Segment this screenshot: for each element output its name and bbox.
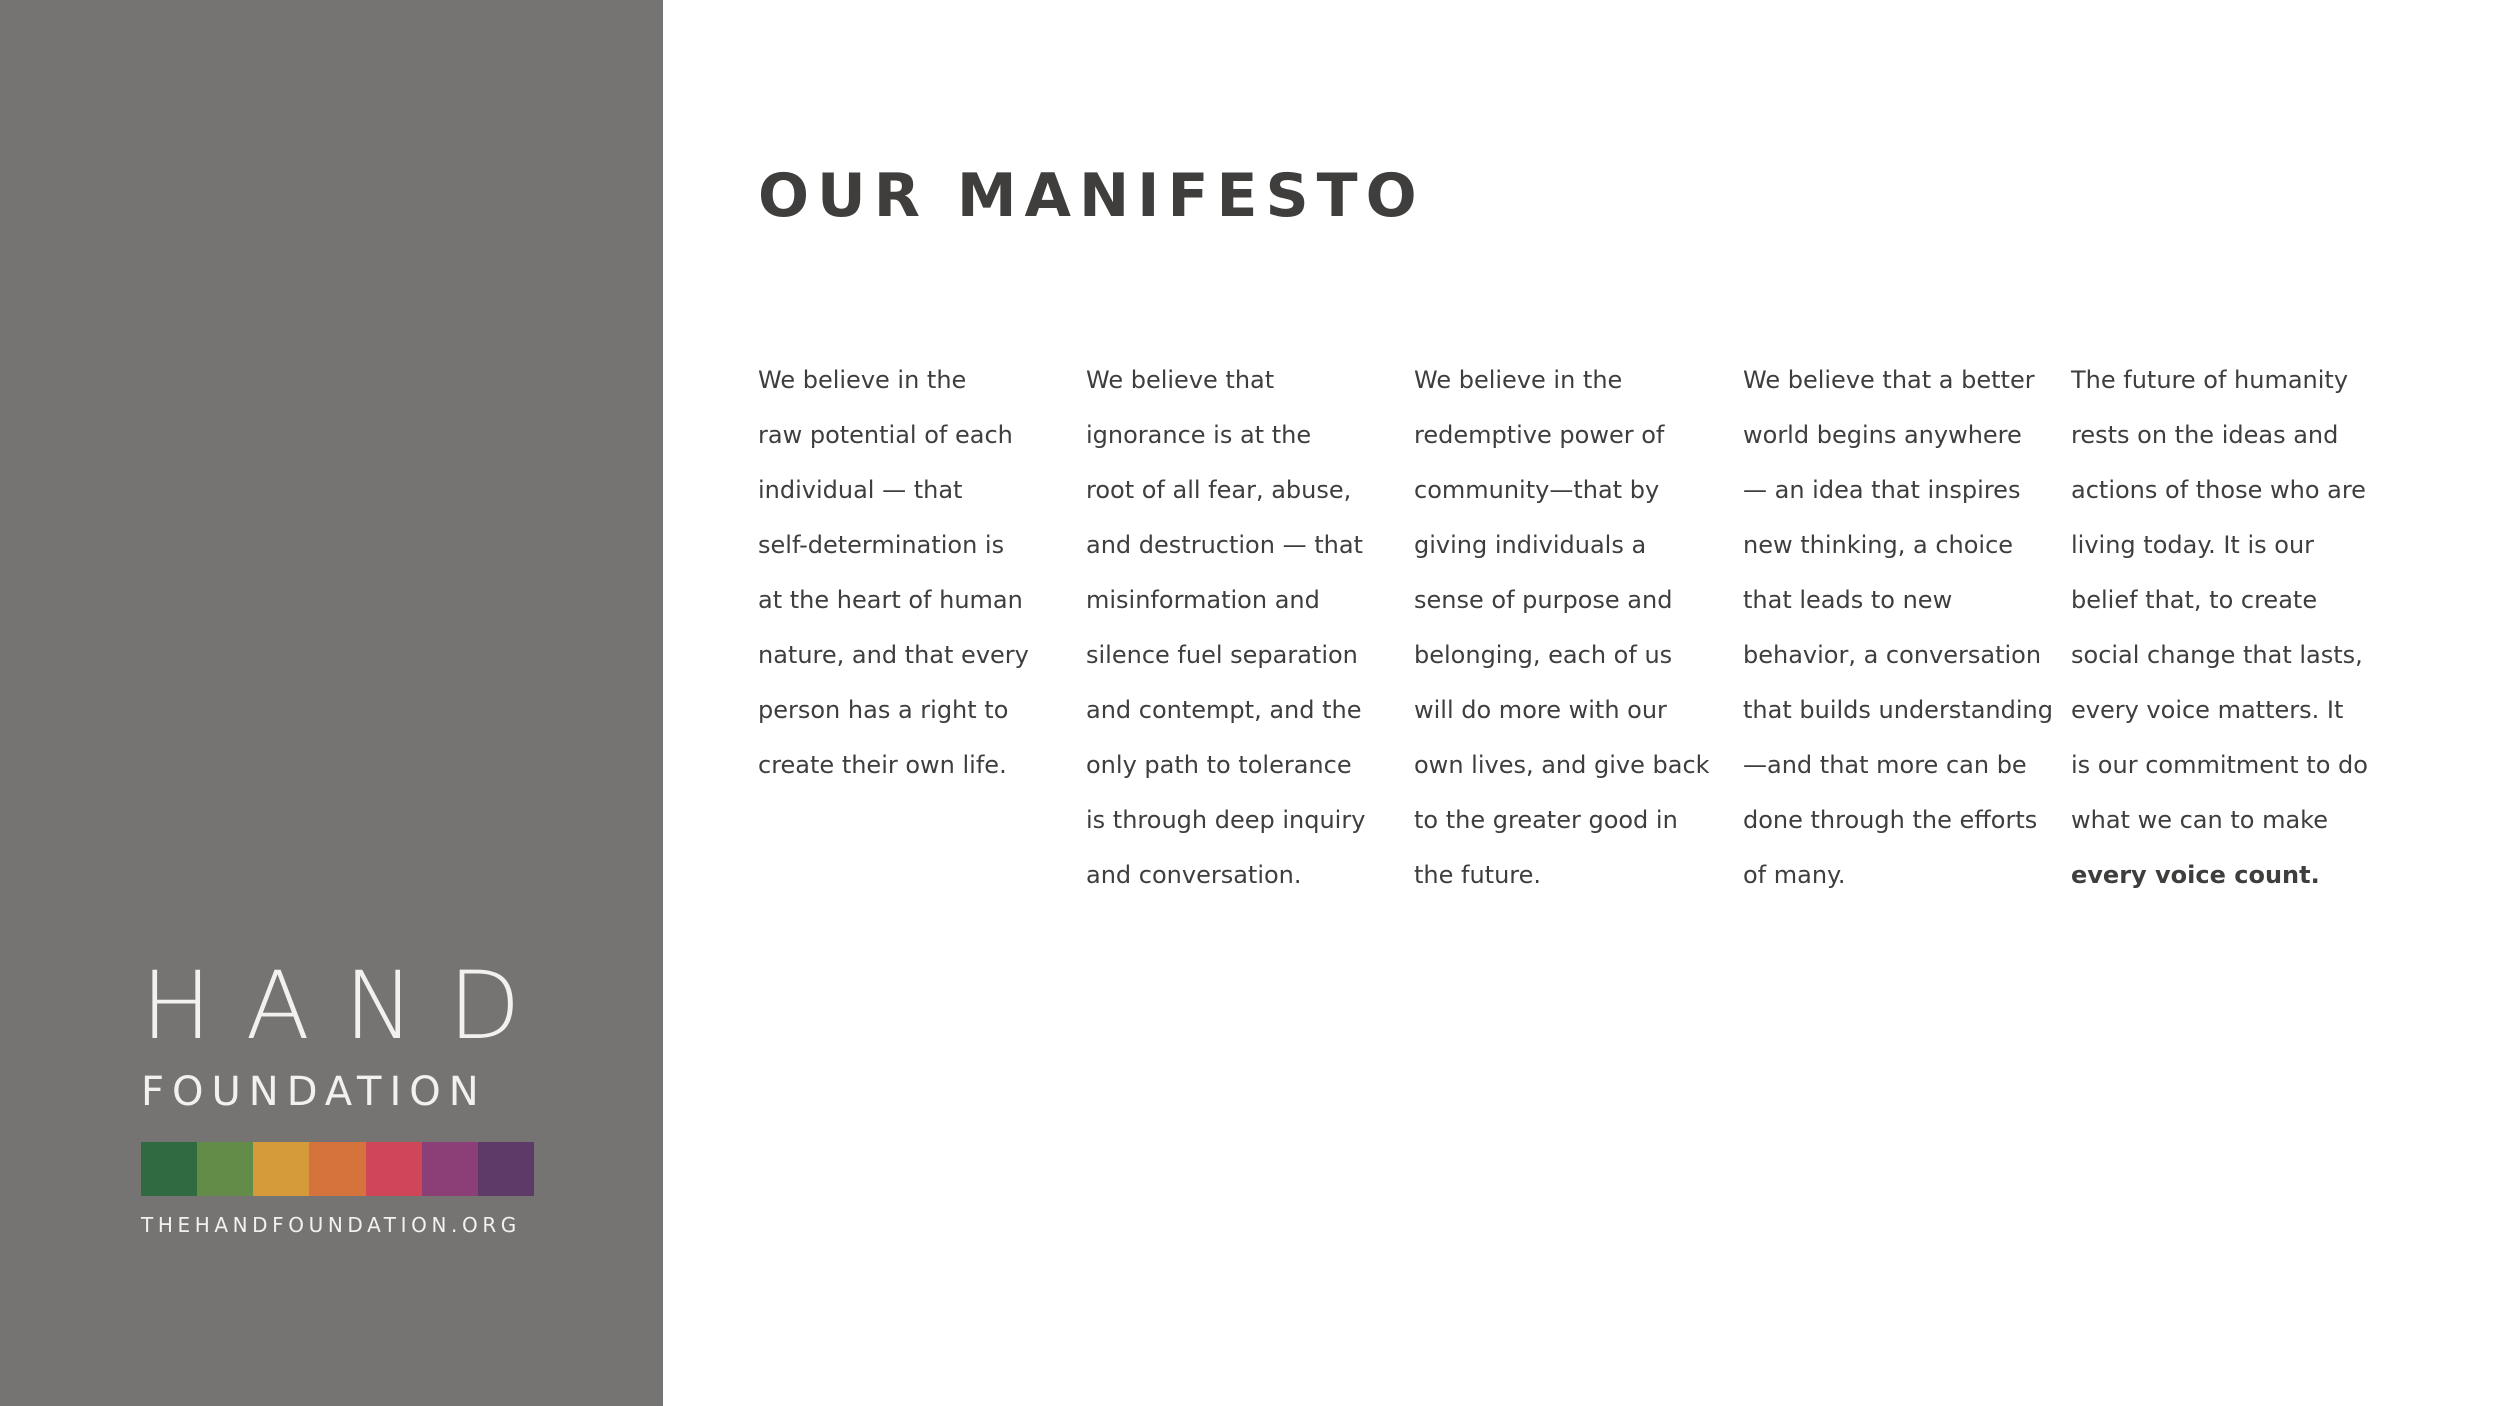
- logo-foundation-wordmark: FOUNDATION: [141, 1069, 487, 1115]
- manifesto-line: We believe that a better: [1743, 366, 2035, 394]
- manifesto-line: We believe that: [1086, 366, 1275, 394]
- logo-color-swatch: [478, 1142, 534, 1196]
- manifesto-line: misinformation and: [1086, 586, 1320, 614]
- manifesto-line: and contempt, and the: [1086, 696, 1362, 724]
- manifesto-line: silence fuel separation: [1086, 641, 1358, 669]
- manifesto-line: We believe in the: [758, 366, 967, 394]
- manifesto-line: own lives, and give back: [1414, 751, 1710, 779]
- manifesto-line: of many.: [1743, 861, 1846, 889]
- brand-sidebar: [0, 0, 663, 1406]
- logo-color-bar: [141, 1142, 534, 1196]
- manifesto-line: We believe in the: [1414, 366, 1623, 394]
- manifesto-line: —and that more can be: [1743, 751, 2027, 779]
- manifesto-line: create their own life.: [758, 751, 1007, 779]
- manifesto-line: social change that lasts,: [2071, 641, 2363, 669]
- logo-color-swatch: [366, 1142, 422, 1196]
- page-title: OUR MANIFESTO: [758, 161, 1425, 231]
- logo-color-swatch: [197, 1142, 253, 1196]
- logo-color-swatch: [309, 1142, 365, 1196]
- manifesto-line: only path to tolerance: [1086, 751, 1352, 779]
- manifesto-column-2: [1086, 353, 1391, 913]
- manifesto-line: behavior, a conversation: [1743, 641, 2042, 669]
- manifesto-line: and conversation.: [1086, 861, 1302, 889]
- manifesto-line: living today. It is our: [2071, 531, 2315, 559]
- manifesto-line: — an idea that inspires: [1743, 476, 2021, 504]
- manifesto-column-5: [2071, 353, 2376, 913]
- manifesto-line: will do more with our: [1414, 696, 1667, 724]
- logo-hand-wordmark: HAND: [141, 952, 555, 1061]
- manifesto-closing-emphasis: every voice count.: [2071, 861, 2320, 889]
- manifesto-line: actions of those who are: [2071, 476, 2366, 504]
- manifesto-line: nature, and that every: [758, 641, 1029, 669]
- manifesto-line: root of all fear, abuse,: [1086, 476, 1352, 504]
- manifesto-line: is our commitment to do: [2071, 751, 2368, 779]
- manifesto-line: The future of humanity: [2071, 366, 2349, 394]
- manifesto-line: at the heart of human: [758, 586, 1023, 614]
- manifesto-line: world begins anywhere: [1743, 421, 2022, 449]
- manifesto-line: raw potential of each: [758, 421, 1013, 449]
- manifesto-line: rests on the ideas and: [2071, 421, 2339, 449]
- manifesto-line: every voice matters. It: [2071, 696, 2344, 724]
- logo-color-swatch: [422, 1142, 478, 1196]
- manifesto-line: ignorance is at the: [1086, 421, 1312, 449]
- logo-color-swatch: [253, 1142, 309, 1196]
- manifesto-line: person has a right to: [758, 696, 1009, 724]
- manifesto-line: that leads to new: [1743, 586, 1953, 614]
- manifesto-line: redemptive power of: [1414, 421, 1665, 449]
- manifesto-line: and destruction — that: [1086, 531, 1363, 559]
- manifesto-line: what we can to make: [2071, 806, 2328, 834]
- manifesto-line: the future.: [1414, 861, 1542, 889]
- manifesto-line: to the greater good in: [1414, 806, 1678, 834]
- manifesto-line: that builds understanding: [1743, 696, 2053, 724]
- manifesto-column-1: [758, 353, 1063, 913]
- hand-foundation-logo: [141, 952, 555, 1237]
- logo-color-swatch: [141, 1142, 197, 1196]
- manifesto-column-3: [1414, 353, 1719, 913]
- manifesto-line: done through the efforts: [1743, 806, 2038, 834]
- manifesto-line: community—that by: [1414, 476, 1660, 504]
- foundation-url: THEHANDFOUNDATION.ORG: [141, 1213, 521, 1237]
- manifesto-columns: [758, 353, 2458, 913]
- manifesto-column-4: [1743, 353, 2053, 913]
- manifesto-line: belonging, each of us: [1414, 641, 1673, 669]
- manifesto-line: sense of purpose and: [1414, 586, 1673, 614]
- manifesto-line: belief that, to create: [2071, 586, 2318, 614]
- manifesto-line: giving individuals a: [1414, 531, 1647, 559]
- manifesto-line: new thinking, a choice: [1743, 531, 2014, 559]
- manifesto-line: self-determination is: [758, 531, 1005, 559]
- manifesto-line: individual — that: [758, 476, 963, 504]
- manifesto-line: is through deep inquiry: [1086, 806, 1366, 834]
